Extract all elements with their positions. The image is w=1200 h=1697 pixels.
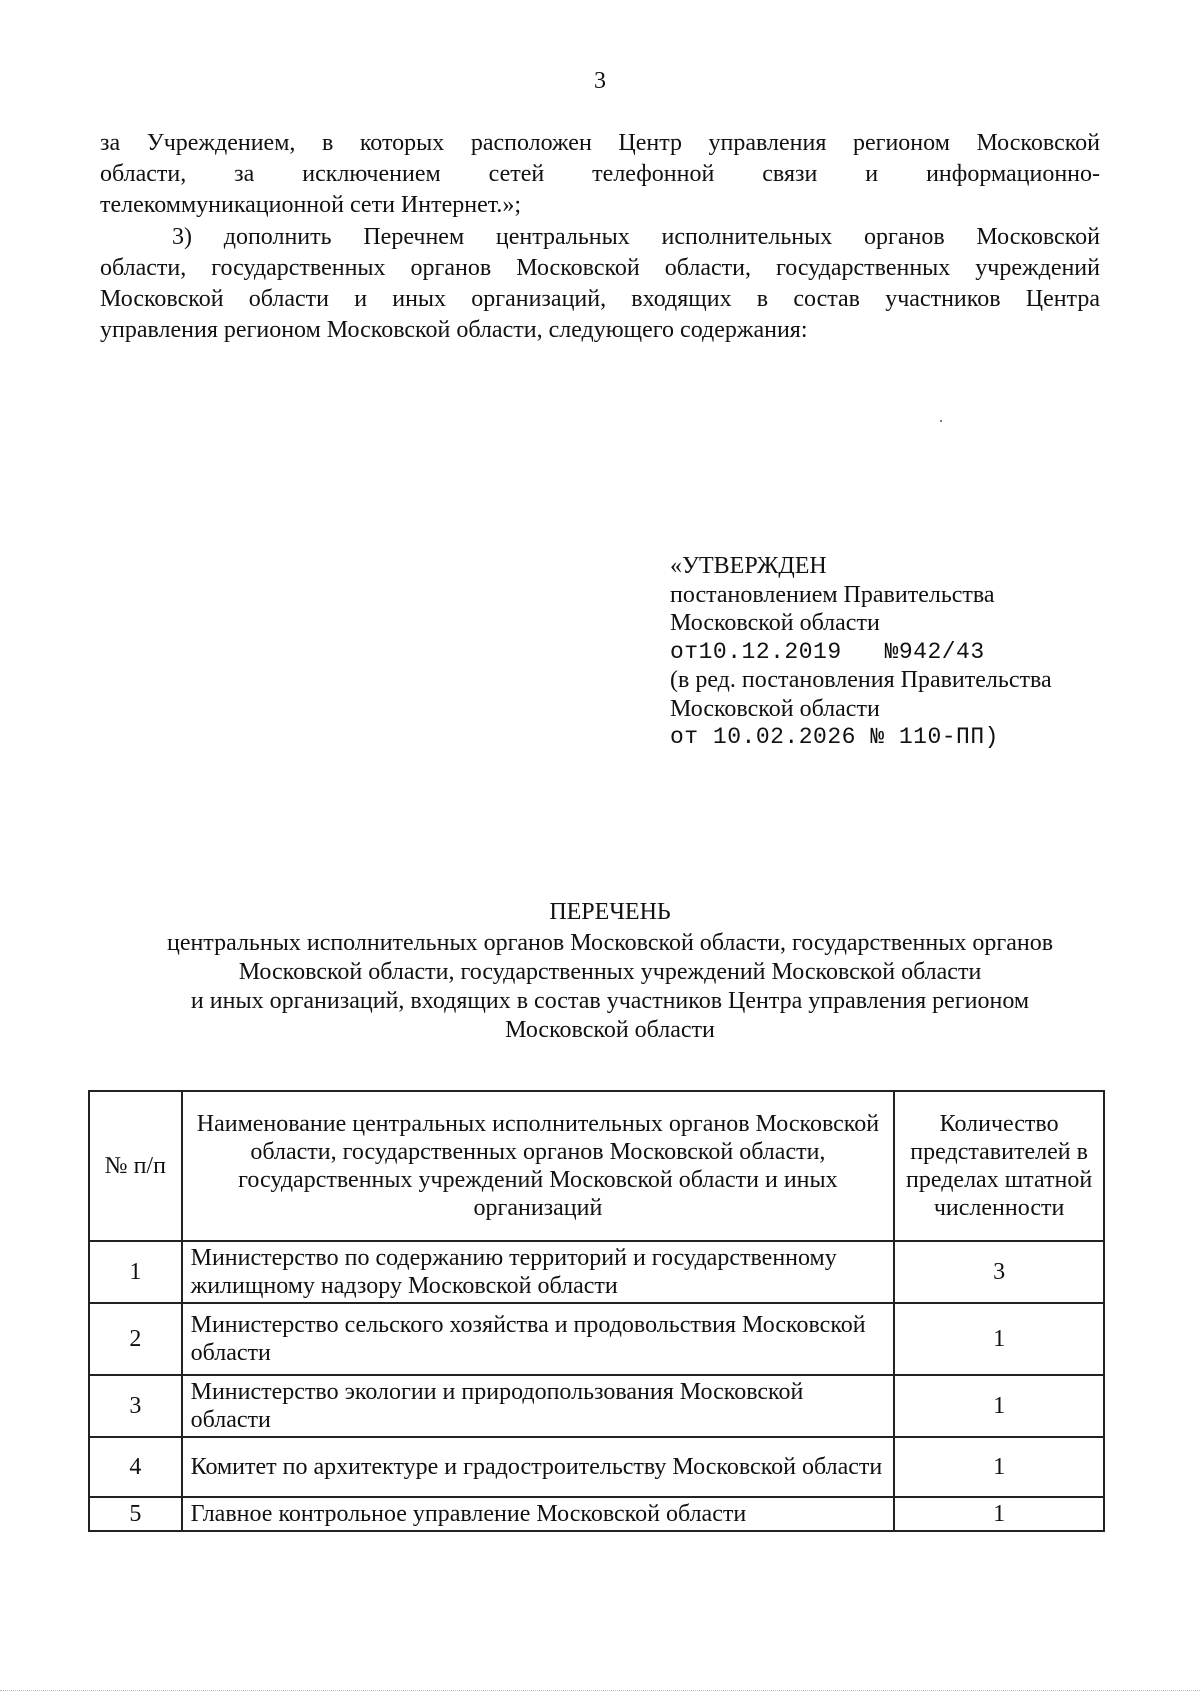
header-name: Наименование центральных исполнительных органов Московской области, государственных органов Московской области, государственных учреждений Московской области и иных организаций	[182, 1091, 895, 1241]
row-name: Министерство экологии и природопользования Московской области	[182, 1375, 895, 1437]
approval-resolution: постановлением Правительства	[670, 581, 995, 608]
item3-line-4: управления регионом Московской области, следующего содержания:	[100, 317, 808, 343]
row-name: Министерство по содержанию территорий и государственному жилищному надзору Московской области	[182, 1241, 895, 1303]
row-name: Главное контрольное управление Московской области	[182, 1497, 895, 1531]
list-subtitle-2: Московской области, государственных учреждений Московской области	[238, 959, 982, 985]
item3-line-1: 3) дополнить Перечнем центральных исполнительных органов Московской	[172, 224, 1100, 250]
row-count: 1	[894, 1375, 1104, 1437]
item3-line-3: Московской области и иных организаций, входящих в состав участников Центра	[100, 286, 1100, 312]
list-subtitle-1: центральных исполнительных органов Московской области, государственных органов	[166, 930, 1054, 956]
row-number: 2	[89, 1303, 182, 1375]
approval-region: Московской области	[670, 610, 880, 636]
row-name: Комитет по архитектуре и градостроительству Московской области	[182, 1437, 895, 1497]
organizations-table	[88, 1090, 1105, 1532]
approval-edition: (в ред. постановления Правительства	[670, 667, 1052, 693]
row-count: 1	[894, 1497, 1104, 1531]
table-row	[89, 1497, 1104, 1531]
table-header-row	[89, 1091, 1104, 1241]
row-count: 1	[894, 1437, 1104, 1497]
row-count: 3	[894, 1241, 1104, 1303]
intro-line-1: за Учреждением, в которых расположен Центр управления регионом Московской	[100, 130, 1100, 156]
scan-speck	[940, 420, 942, 422]
page-number: 3	[594, 68, 606, 94]
row-number: 3	[89, 1375, 182, 1437]
intro-line-2: области, за исключением сетей телефонной связи и информационно-	[100, 161, 1100, 187]
list-title	[100, 898, 1120, 1045]
intro-line-3: телекоммуникационной сети Интернет.»;	[100, 192, 522, 218]
row-number: 4	[89, 1437, 182, 1497]
list-heading: ПЕРЕЧЕНЬ	[549, 899, 671, 925]
table-row	[89, 1241, 1104, 1303]
approval-edition-region: Московской области	[670, 695, 880, 722]
row-number: 1	[89, 1241, 182, 1303]
row-count: 1	[894, 1303, 1104, 1375]
table-row	[89, 1303, 1104, 1375]
row-number: 5	[89, 1497, 182, 1531]
row-name: Министерство сельского хозяйства и продовольствия Московской области	[182, 1303, 895, 1375]
approval-block	[670, 552, 1150, 752]
approval-edition-date: от 10.02.2026 № 110-ПП)	[670, 724, 999, 750]
table-row	[89, 1437, 1104, 1497]
item3-paragraph	[100, 222, 1100, 346]
table-row	[89, 1375, 1104, 1437]
header-count: Количество представителей в пределах штатной численности	[894, 1091, 1104, 1241]
approval-date: от10.12.2019 №942/43	[670, 638, 985, 665]
list-subtitle-4: Московской области	[505, 1017, 715, 1043]
header-number: № п/п	[89, 1091, 182, 1241]
approval-stamp: «УТВЕРЖДЕН	[670, 553, 827, 579]
list-subtitle-3: и иных организаций, входящих в состав участников Центра управления регионом	[190, 988, 1030, 1014]
intro-paragraph	[100, 128, 1100, 221]
scan-edge-line	[0, 1690, 1200, 1692]
item3-line-2: области, государственных органов Московской области, государственных учреждений	[100, 255, 1100, 281]
